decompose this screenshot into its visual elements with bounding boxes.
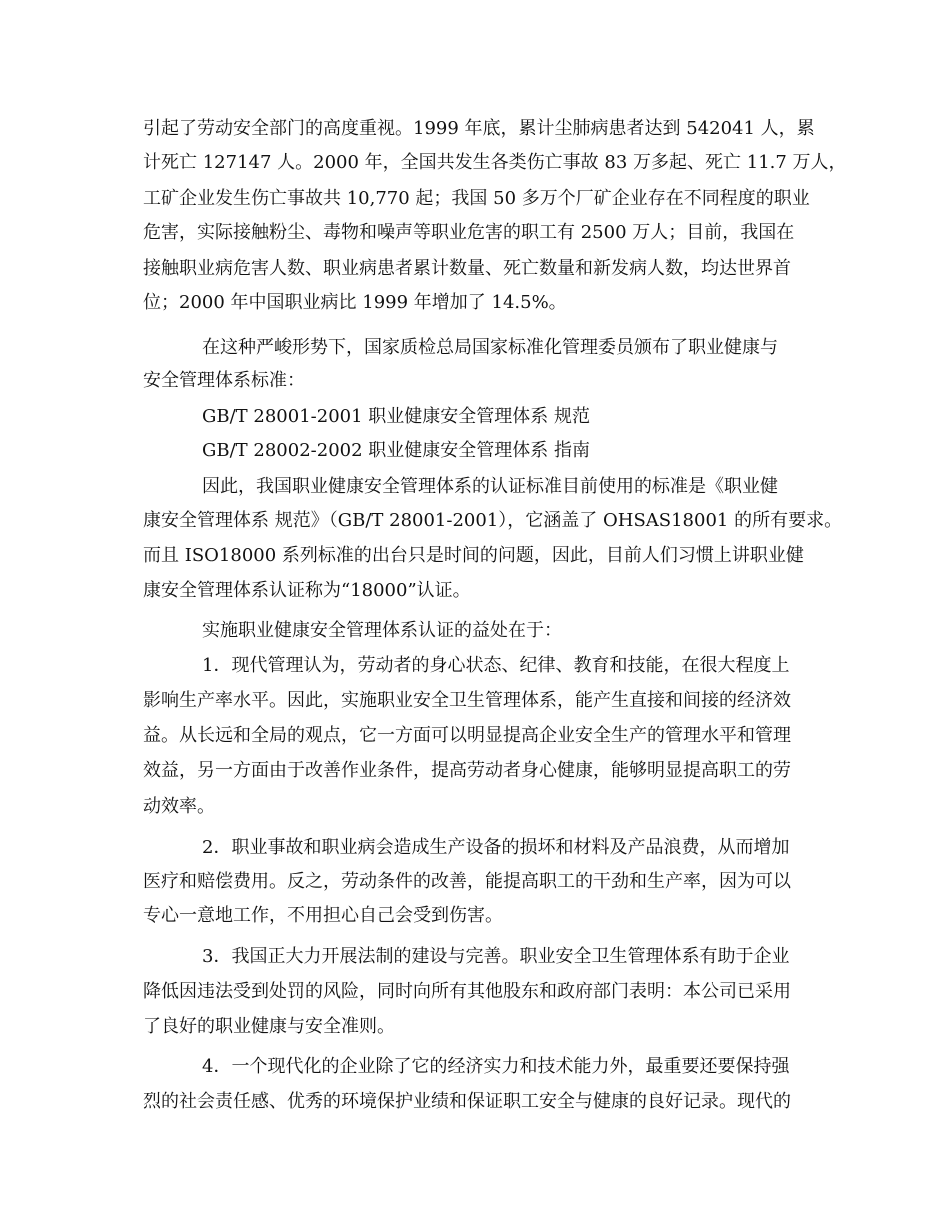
text-line: 因此，我国职业健康安全管理体系的认证标准目前使用的标准是《职业健	[202, 476, 778, 497]
text-line: 医疗和赔偿费用。反之，劳动条件的改善，能提高职工的干劲和生产率，因为可以	[143, 871, 791, 892]
text-line: 引起了劳动安全部门的高度重视。1999 年底，累计尘肺病患者达到 542041 人，累	[143, 118, 815, 139]
text-line: 在这种严峻形势下，国家质检总局国家标准化管理委员颁布了职业健康与	[202, 337, 778, 358]
text-line: 影响生产率水平。因此，实施职业安全卫生管理体系，能产生直接和间接的经济效	[143, 690, 791, 711]
text-line: 效益，另一方面由于改善作业条件，提高劳动者身心健康，能够明显提高职工的劳	[143, 760, 791, 781]
text-line: 益。从长远和全局的观点，它一方面可以明显提高企业安全生产的管理水平和管理	[143, 725, 791, 746]
text-line: 工矿企业发生伤亡事故共 10,770 起；我国 50 多万个厂矿企业存在不同程度的职业	[143, 188, 810, 209]
text-line: 计死亡 127147 人。2000 年，全国共发生各类伤亡事故 83 万多起、死亡 11.7 万人，	[143, 152, 847, 173]
text-line: 危害，实际接触粉尘、毒物和噪声等职业危害的职工有 2500 万人；目前，我国在	[143, 222, 795, 243]
text-line: 安全管理体系标准：	[143, 370, 305, 391]
text-line: 烈的社会责任感、优秀的环境保护业绩和保证职工安全与健康的良好记录。现代的	[143, 1091, 791, 1112]
text-line: 了良好的职业健康与安全准则。	[143, 1016, 395, 1037]
text-line: 专心一意地工作，不用担心自己会受到伤害。	[143, 905, 503, 926]
text-line: 康安全管理体系 规范》（GB/T 28001-2001），它涵盖了 OHSAS18001 的所有要求。	[143, 510, 843, 531]
text-line: 而且 ISO18000 系列标准的出台只是时间的问题，因此，目前人们习惯上讲职业健	[143, 545, 804, 566]
text-line: 实施职业健康安全管理体系认证的益处在于：	[202, 620, 562, 641]
list-item-3: 3．我国正大力开展法制的建设与完善。职业安全卫生管理体系有助于企业	[202, 946, 790, 967]
list-item-2: 2．职业事故和职业病会造成生产设备的损坏和材料及产品浪费，从而增加	[202, 837, 790, 858]
list-item-4: 4．一个现代化的企业除了它的经济实力和技术能力外，最重要还要保持强	[202, 1056, 790, 1077]
standard-item: GB/T 28002-2002 职业健康安全管理体系 指南	[202, 440, 590, 461]
list-item-1: 1．现代管理认为，劳动者的身心状态、纪律、教育和技能，在很大程度上	[202, 655, 790, 676]
text-line: 康安全管理体系认证称为“18000”认证。	[143, 580, 471, 601]
standard-item: GB/T 28001-2001 职业健康安全管理体系 规范	[202, 406, 590, 427]
text-line: 动效率。	[143, 796, 215, 817]
text-line: 降低因违法受到处罚的风险，同时向所有其他股东和政府部门表明：本公司已采用	[143, 981, 791, 1002]
text-line: 位；2000 年中国职业病比 1999 年增加了 14.5%。	[143, 292, 567, 313]
text-line: 接触职业病危害人数、职业病患者累计数量、死亡数量和新发病人数，均达世界首	[143, 258, 791, 279]
